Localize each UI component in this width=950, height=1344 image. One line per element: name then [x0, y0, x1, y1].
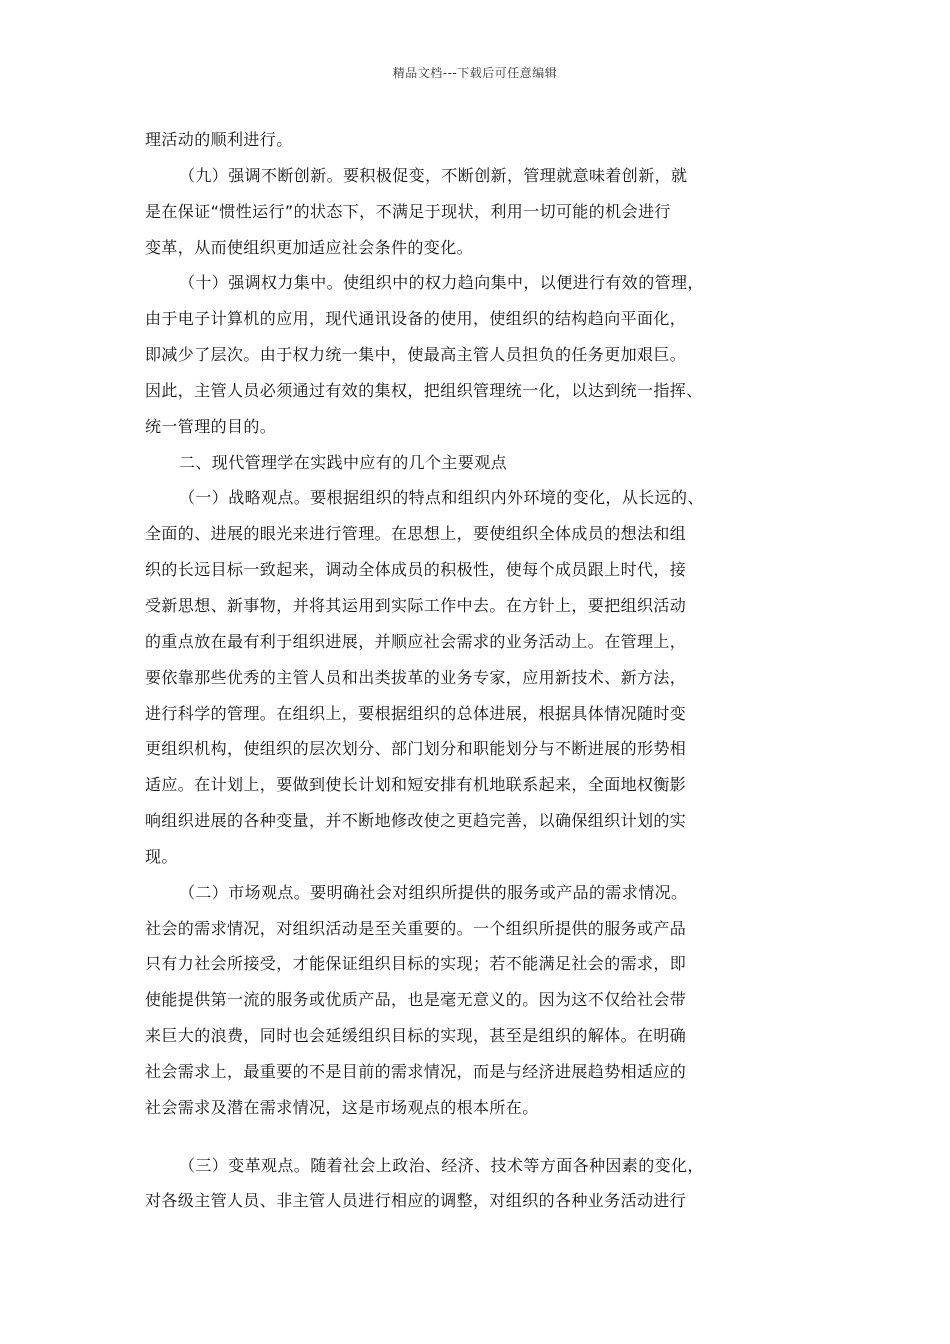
text-line: 社会需求上，最重要的不是目前的需求情况，而是与经济进展趋势相适应的 [145, 1061, 687, 1081]
text-line: 因此，主管人员必须通过有效的集权，把组织管理统一化，以达到统一指挥、 [145, 380, 703, 400]
text-line: 对各级主管人员、非主管人员进行相应的调整，对组织的各种业务活动进行 [145, 1191, 687, 1211]
text-line: 响组织进展的各种变量，并不断地修改使之更趋完善，以确保组织计划的实 [145, 811, 687, 831]
text-line: 即减少了层次。由于权力统一集中，使最高主管人员担负的任务更加艰巨。 [145, 345, 687, 365]
document-body [145, 122, 711, 1219]
text-line: 统一管理的目的。 [145, 416, 277, 436]
text-line: 现。 [145, 846, 178, 866]
text-line: 适应。在计划上，要做到使长计划和短安排有机地联系起来，全面地权衡影 [145, 775, 687, 795]
text-line: 进行科学的管理。在组织上，要根据组织的总体进展，根据具体情况随时变 [145, 703, 687, 723]
text-line: 变革，从而使组织更加适应社会条件的变化。 [145, 237, 474, 257]
text-line: （二）市场观点。要明确社会对组织所提供的服务或产品的需求情况。 [179, 882, 688, 902]
text-line: （一）战略观点。要根据组织的特点和组织内外环境的变化，从长远的、 [179, 488, 704, 508]
text-line: 由于电子计算机的应用，现代通讯设备的使用，使组织的结构趋向平面化， [145, 309, 687, 329]
text-line: （九）强调不断创新。要积极促变，不断创新，管理就意味着创新，就 [179, 165, 688, 185]
text-line: 社会的需求情况，对组织活动是至关重要的。一个组织所提供的服务或产品 [145, 918, 687, 938]
text-line: 只有力社会所接受，才能保证组织目标的实现；若不能满足社会的需求，即 [145, 954, 687, 974]
text-line: 受新思想、新事物，并将其运用到实际工作中去。在方针上，要把组织活动 [145, 595, 687, 615]
text-line: 是在保证“惯性运行”的状态下，不满足于现状，利用一切可能的机会进行 [145, 201, 671, 221]
text-line: （三）变革观点。随着社会上政治、经济、技术等方面各种因素的变化， [179, 1155, 704, 1175]
text-line: 使能提供第一流的服务或优质产品，也是毫无意义的。因为这不仅给社会带 [145, 990, 687, 1010]
text-line: 来巨大的浪费，同时也会延缓组织目标的实现，甚至是组织的解体。在明确 [145, 1026, 687, 1046]
text-line: 要依靠那些优秀的主管人员和出类拔革的业务专家，应用新技术、新方法， [145, 667, 687, 687]
text-line: 社会需求及潜在需求情况，这是市场观点的根本所在。 [145, 1097, 539, 1117]
section-heading: 二、现代管理学在实践中应有的几个主要观点 [179, 452, 508, 472]
text-line: （十）强调权力集中。使组织中的权力趋向集中，以便进行有效的管理， [179, 273, 704, 293]
text-line: 全面的、进展的眼光来进行管理。在思想上，要使组织全体成员的想法和组 [145, 524, 687, 544]
text-line: 更组织机构，使组织的层次划分、部门划分和职能划分与不断进展的形势相 [145, 739, 687, 759]
page-header: 精品文档---下载后可任意编辑 [392, 66, 558, 80]
paragraph-gap [145, 1126, 711, 1148]
text-line: 的重点放在最有利于组织进展，并顺应社会需求的业务活动上。在管理上， [145, 631, 687, 651]
text-line: 理活动的顺利进行。 [145, 130, 293, 149]
text-line: 织的长远目标一致起来，调动全体成员的积极性，使每个成员跟上时代，接 [145, 560, 687, 580]
